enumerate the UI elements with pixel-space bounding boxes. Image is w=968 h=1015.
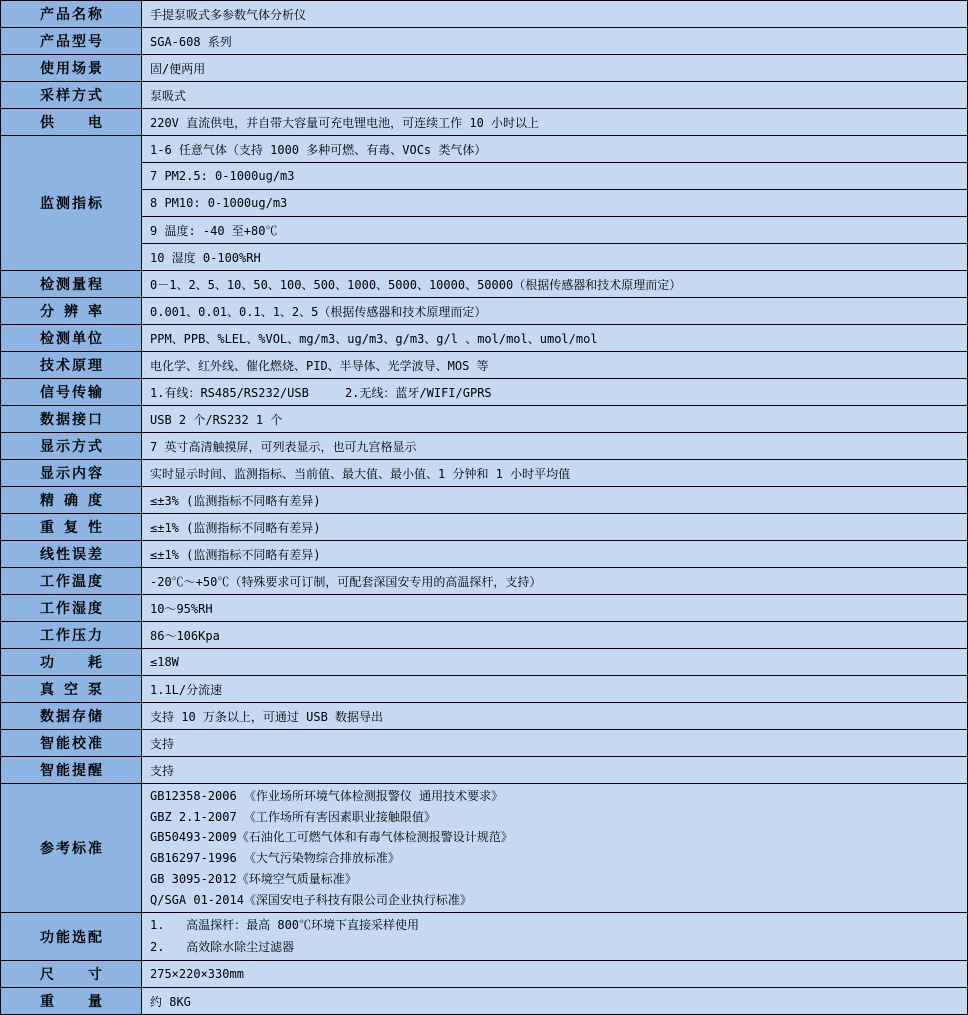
spec-label-text: 监测指标 bbox=[40, 195, 102, 211]
spec-label bbox=[1, 109, 142, 136]
spec-label bbox=[1, 433, 142, 460]
spec-row-vacuum-pump bbox=[1, 676, 968, 703]
spec-value bbox=[142, 913, 968, 961]
spec-label bbox=[1, 325, 142, 352]
spec-label-text: 工作湿度 bbox=[40, 600, 102, 616]
spec-label-text: 产品型号 bbox=[40, 33, 102, 49]
spec-value: 1.1L/分流速 bbox=[142, 676, 968, 703]
spec-row-usage-scenario bbox=[1, 55, 968, 82]
spec-label-text: 供电 bbox=[40, 114, 102, 130]
spec-value: ≤±3% (监测指标不同略有差异) bbox=[142, 487, 968, 514]
spec-label-text: 信号传输 bbox=[40, 384, 102, 400]
spec-value: 7 PM2.5: 0-1000ug/m3 bbox=[142, 163, 968, 190]
spec-label bbox=[1, 730, 142, 757]
spec-label bbox=[1, 913, 142, 961]
spec-label-text: 产品名称 bbox=[40, 6, 102, 22]
spec-value: 1-6 任意气体（支持 1000 多种可燃、有毒、VOCs 类气体） bbox=[142, 136, 968, 163]
spec-label bbox=[1, 55, 142, 82]
spec-label bbox=[1, 595, 142, 622]
spec-line: GBZ 2.1-2007 《工作场所有害因素职业接触限值》 bbox=[150, 809, 436, 824]
spec-line: GB50493-2009《石油化工可燃气体和有毒气体检测报警设计规范》 bbox=[150, 830, 513, 845]
spec-label-text: 精确度 bbox=[40, 492, 102, 508]
spec-line: 2. 高效除水除尘过滤器 bbox=[150, 939, 295, 954]
spec-value: ≤±1% (监测指标不同略有差异) bbox=[142, 541, 968, 568]
spec-label bbox=[1, 28, 142, 55]
spec-value: 支持 bbox=[142, 730, 968, 757]
spec-value: 手提泵吸式多参数气体分析仪 bbox=[142, 1, 968, 28]
spec-label bbox=[1, 649, 142, 676]
spec-value: ≤18W bbox=[142, 649, 968, 676]
spec-row-monitoring-indicators bbox=[1, 163, 968, 190]
spec-row-resolution bbox=[1, 298, 968, 325]
spec-label bbox=[1, 988, 142, 1015]
spec-label-text: 显示内容 bbox=[40, 465, 102, 481]
spec-row-working-humidity bbox=[1, 595, 968, 622]
spec-row-repeatability bbox=[1, 514, 968, 541]
spec-row-detection-range bbox=[1, 271, 968, 298]
spec-label bbox=[1, 541, 142, 568]
spec-label-text: 真空泵 bbox=[40, 681, 102, 697]
spec-row-linearity-error bbox=[1, 541, 968, 568]
spec-row-technical-principle bbox=[1, 352, 968, 379]
spec-row-data-storage bbox=[1, 703, 968, 730]
spec-row-dimensions bbox=[1, 961, 968, 988]
spec-label-text: 智能提醒 bbox=[40, 762, 102, 778]
spec-row-smart-calibration bbox=[1, 730, 968, 757]
spec-value: -20℃～+50℃（特殊要求可订制，可配套深国安专用的高温探杆，支持） bbox=[142, 568, 968, 595]
spec-label-text: 功耗 bbox=[40, 654, 102, 670]
spec-row-monitoring-indicators bbox=[1, 217, 968, 244]
spec-label-text: 工作温度 bbox=[40, 573, 102, 589]
spec-label bbox=[1, 784, 142, 913]
spec-label bbox=[1, 379, 142, 406]
spec-value: 8 PM10: 0-1000ug/m3 bbox=[142, 190, 968, 217]
spec-row-sampling-method bbox=[1, 82, 968, 109]
spec-value: USB 2 个/RS232 1 个 bbox=[142, 406, 968, 433]
spec-value: SGA-608 系列 bbox=[142, 28, 968, 55]
spec-label bbox=[1, 622, 142, 649]
spec-value: 9 温度: -40 至+80℃ bbox=[142, 217, 968, 244]
spec-line: GB16297-1996 《大气污染物综合排放标准》 bbox=[150, 851, 400, 866]
spec-row-weight bbox=[1, 988, 968, 1015]
spec-label bbox=[1, 271, 142, 298]
spec-label bbox=[1, 514, 142, 541]
spec-label-text: 参考标准 bbox=[40, 840, 102, 857]
spec-value: 实时显示时间、监测指标、当前值、最大值、最小值、1 分钟和 1 小时平均值 bbox=[142, 460, 968, 487]
spec-row-display-mode bbox=[1, 433, 968, 460]
spec-label-text: 检测单位 bbox=[40, 330, 102, 346]
spec-row-product-name bbox=[1, 1, 968, 28]
spec-row-monitoring-indicators bbox=[1, 190, 968, 217]
spec-value: 约 8KG bbox=[142, 988, 968, 1015]
spec-value bbox=[142, 784, 968, 913]
spec-label-text: 智能校准 bbox=[40, 735, 102, 751]
spec-label-text: 工作压力 bbox=[40, 627, 102, 643]
spec-value: 支持 bbox=[142, 757, 968, 784]
spec-row-working-temperature bbox=[1, 568, 968, 595]
spec-line: Q/SGA 01-2014《深国安电子科技有限公司企业执行标准》 bbox=[150, 892, 472, 907]
spec-row-monitoring-indicators bbox=[1, 136, 968, 163]
spec-value: 10 湿度 0-100%RH bbox=[142, 244, 968, 271]
spec-label-text: 检测量程 bbox=[40, 276, 102, 292]
spec-row-smart-reminder bbox=[1, 757, 968, 784]
spec-label-text: 线性误差 bbox=[40, 546, 102, 562]
spec-value: 1.有线：RS485/RS232/USB 2.无线：蓝牙/WIFI/GPRS bbox=[142, 379, 968, 406]
spec-row-detection-unit bbox=[1, 325, 968, 352]
spec-label bbox=[1, 298, 142, 325]
spec-value: 泵吸式 bbox=[142, 82, 968, 109]
spec-line: GB12358-2006 《作业场所环境气体检测报警仪 通用技术要求》 bbox=[150, 789, 504, 803]
spec-label-text: 使用场景 bbox=[40, 60, 102, 76]
spec-value: 220V 直流供电，并自带大容量可充电锂电池，可连续工作 10 小时以上 bbox=[142, 109, 968, 136]
spec-row-product-model bbox=[1, 28, 968, 55]
spec-label bbox=[1, 676, 142, 703]
spec-label-text: 技术原理 bbox=[40, 357, 102, 373]
spec-row-signal-transmission bbox=[1, 379, 968, 406]
spec-label bbox=[1, 460, 142, 487]
spec-label-text: 重量 bbox=[40, 993, 102, 1010]
spec-value: 0－1、2、5、10、50、100、500、1000、5000、10000、50000（根据传感器和技术原理而定） bbox=[142, 271, 968, 298]
spec-value: 固/便两用 bbox=[142, 55, 968, 82]
spec-label bbox=[1, 961, 142, 988]
spec-row-monitoring-indicators bbox=[1, 244, 968, 271]
spec-label-text: 重复性 bbox=[40, 519, 102, 535]
spec-row-working-pressure bbox=[1, 622, 968, 649]
spec-label bbox=[1, 487, 142, 514]
spec-label-text: 数据接口 bbox=[40, 411, 102, 427]
spec-label bbox=[1, 703, 142, 730]
spec-label bbox=[1, 1, 142, 28]
spec-row-power-consumption bbox=[1, 649, 968, 676]
spec-label bbox=[1, 352, 142, 379]
spec-row-reference-standards bbox=[1, 784, 968, 913]
spec-label-text: 功能选配 bbox=[40, 928, 102, 945]
spec-value: 86～106Kpa bbox=[142, 622, 968, 649]
spec-value: 275×220×330mm bbox=[142, 961, 968, 988]
spec-line: 1. 高温探杆：最高 800℃环境下直接采样使用 bbox=[150, 918, 420, 933]
spec-value: 10～95%RH bbox=[142, 595, 968, 622]
spec-label-text: 采样方式 bbox=[40, 87, 102, 103]
spec-row-data-interface bbox=[1, 406, 968, 433]
spec-label-text: 分辨率 bbox=[40, 303, 102, 319]
spec-label-text: 显示方式 bbox=[40, 438, 102, 454]
spec-value: 电化学、红外线、催化燃烧、PID、半导体、光学波导、MOS 等 bbox=[142, 352, 968, 379]
spec-value: 支持 10 万条以上，可通过 USB 数据导出 bbox=[142, 703, 968, 730]
spec-value: PPM、PPB、%LEL、%VOL、mg/m3、ug/m3、g/m3、g/l 、mol/mol、umol/mol bbox=[142, 325, 968, 352]
spec-label bbox=[1, 757, 142, 784]
spec-row-optional-features bbox=[1, 913, 968, 961]
spec-row-display-content bbox=[1, 460, 968, 487]
spec-label bbox=[1, 136, 142, 271]
spec-label-text: 数据存储 bbox=[40, 708, 102, 724]
spec-value: 0.001、0.01、0.1、1、2、5（根据传感器和技术原理而定） bbox=[142, 298, 968, 325]
spec-label-text: 尺寸 bbox=[40, 966, 102, 983]
spec-line: GB 3095-2012《环境空气质量标准》 bbox=[150, 871, 357, 886]
spec-label bbox=[1, 406, 142, 433]
spec-row-power-supply bbox=[1, 109, 968, 136]
spec-value: 7 英寸高清触摸屏，可列表显示，也可九宫格显示 bbox=[142, 433, 968, 460]
spec-label bbox=[1, 82, 142, 109]
spec-value: ≤±1% (监测指标不同略有差异) bbox=[142, 514, 968, 541]
spec-label bbox=[1, 568, 142, 595]
spec-row-accuracy bbox=[1, 487, 968, 514]
